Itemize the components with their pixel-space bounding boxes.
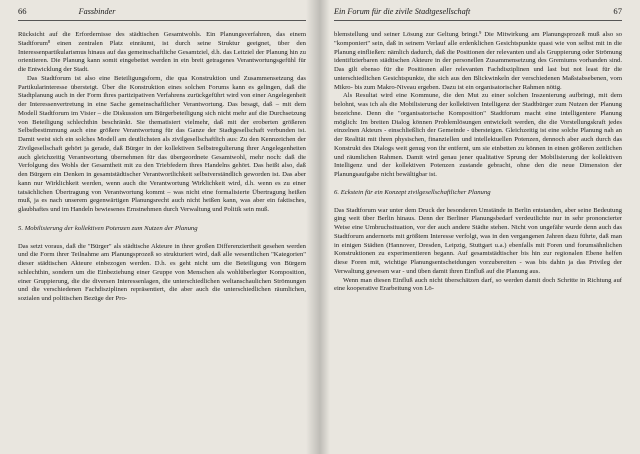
paragraph: blemstellung und seiner Lösung zur Geltung bringt.⁹ Die Mitwirkung am Planungsprozeß muß also so "komponiert" sein, daß in seinem Verlauf alle erdenklichen Gesichtspunkte quasi wie von selbst mit in die Planung einfließen: nämlich dadurch, daß die Positionen der relevanten und als Gruppierung oder Strömung identifizierbaren städtischen Akteure in der personellen Zusammensetzung des Gremiums vorhanden sind. Das gilt ebenso für die Positionen aller relevanten Fachdisziplinen und last but not least für die unterschiedlichen Gesichtspunkte, die sich aus den Blickwinkeln der verschiedenen Maßstabsebenen, vom Mikro- bis zum Makro-Niveau ergeben. Dazu ist ein organisatorischer Rahmen nötig. — [334, 31, 622, 91]
right-page — [320, 0, 640, 454]
left-page-header — [18, 6, 306, 21]
paragraph: Als Resultat wird eine Kommune, die den Mut zu einer solchen Inszenierung aufbringt, mit dem belohnt, was ich als die Mobilisierung der kollektiven Intelligenz der Stadtbürger zum Nutzen der Planung bezeichne. Denn die "organisatorische Komposition" Stadtforum macht eine intelligentere Planung möglich: Im breiten Dialog können Problemlösungen entwickelt werden, die die Vorstellungskraft jedes einzelnen Akteurs - einschließlich der Gemeinde - übersteigen. Gleichzeitig ist eine solche Planung nah an der Realität mit ihren physischen, finanziellen und intellektuellen Potenzen, dennoch aber auch durch das Konstrukt des Dialogs weit genug von ihr entfernt, um sie einbetten zu können in einen größeren zeitlichen und räumlichen Rahmen. Damit wird genau jener qualitative Sprung der Mobilisierung der kollektiven Intelligenz und der kollektiven Potenzen zustande gebracht, ohne den die neue Dimension der Planungsaufgabe nicht bewältigbar ist. — [334, 92, 622, 178]
gutter-shadow — [320, 0, 330, 454]
paragraph: Rücksicht auf die Erfordernisse des städtischen Gesamtwohls. Ein Planungsverfahren, das einem Stadtforum⁸ einen zentralen Platz einräumt, ist durch seine Struktur geeignet, über den Interessenpartikularismus hinaus auf das gemeinschaftliche Gesamtziel, d.h. das Leitziel der Planung hin zu orientieren. Die Planung kann somit eingebettet werden in ein breit getragenes Verantwortungsgefühl für die Entwicklung der Stadt. — [18, 31, 306, 73]
paragraph: Das Stadtforum war unter dem Druck der besonderen Umstände in Berlin entstanden, aber seine Bedeutung ging weit über Berlin hinaus. Denn der Berliner Planungsbedarf verdeutlichte nur in sehr prononcierter Weise eine Umbruchsituation, vor der auch andere Städte stehen. Nicht von ungefähr wurde denn auch das Stadtforum andernorts mit größtem Interesse verfolgt, was in den vergangenen Jahren dazu führte, daß man in einigen Städten (Hannover, Dresden, Leipzig, Stuttgart u.a.) ebenfalls mit Foren und forumsähnlichen Konstruktionen zu experimentieren begann. Auf gesamtstädtischer bis hin zur regionalen Ebene helfen diese Foren mit, wichtige Planungsentscheidungen vorzubereiten - was bis dahin ja das Privileg der Verwaltung gewesen war - und üben damit ihren Einfluß auf die Planung aus. — [334, 206, 622, 275]
paragraph: Das setzt voraus, daß die "Bürger" als städtische Akteure in ihrer großen Differenziertheit gesehen werden und die Form ihrer Teilnahme am Planungsprozeß so strukturiert wird, daß alle wesentlichen "Kategorien" dieser städtischen Akteure einbezogen werden. D.h. es geht nicht um die Beteiligung von Bürgern schlechthin, sondern um die Einbeziehung einer Gruppe von Menschen als wohlüberlegter Komposition, einer Gruppierung, die die diversen Interessenlagen, die unterschiedlichen weltanschaulichen Strömungen und die verschiedenen Fachdisziplinen repräsentiert, die aber auch die unterschiedlichen räumlichen, sozialen und politischen Bezüge der Pro- — [18, 242, 306, 302]
page-number: 67 — [613, 6, 622, 16]
section-heading: 5. Mobilisierung der kollektiven Potenzen zum Nutzen der Planung — [18, 224, 198, 232]
section-heading: 6. Eckstein für ein Konzept zivilgesellschaftlicher Planung — [334, 188, 491, 196]
gutter-shadow — [306, 0, 320, 454]
paragraph: Das Stadtforum ist also eine Beteiligungsform, die qua Konstruktion und Zusammensetzung das Partikularinteresse übersteigt. Über die Konstruktion eines solchen Forums kann es gelingen, daß die Stadtplanung auch in der Form ihres partizipativen Verfahrens zurückgeführt wird von einer Angelegenheit der Interessenvertretung in eine Sache gemeinschaftlicher Verantwortung. Das besagt, daß – mit dem Modell Stadtforum im Visier – die Diskussion um Bürgerbeteiligung sich nicht mehr auf die Durchsetzung von Beteiligung schlechthin beschränkt. Sie thematisiert vielmehr, daß mit der eroberten größeren Selbstbestimmung auch eine größere Verantwortung für das Ganze der Stadtgesellschaft verbunden ist. Damit weist sich ein solches Modell am deutlichsten als zivilgesellschaftlich aus: Zu den Kennzeichen der Zivilgesellschaft gehört ja gerade, daß Bürger in der kollektiven Selbstregulierung ihrer Angelegenheiten auch gleichzeitig Verantwortung übernehmen für das übergeordnete Gesamtwohl, mehr noch: daß die Verfolgung des Wohls der Gesamtheit mit zu den Triebfedern ihres Handelns gehört. Das heißt also, daß den Bürgern ein Denken in gesamtstädtischer Verantwortlichkeit selbstverständlich geworden ist. Das aber kann nur Wirklichkeit werden, wenn auch die Verantwortung Wirklichkeit wird, d.h. wenn es zu einer tatsächlichen Übertragung von Verantwortung kommt – was nicht eine formalisierte Übertragung heißen muß, ja es nach unserem gegenwärtigen Planungsrecht auch nicht heißen kann, was aber ein faktisches, glaubhaftes und im Handeln bewiesenes Ernstnehmen durch Verwaltung und Politik sein muß. — [18, 74, 306, 213]
page-number: 66 — [18, 6, 27, 16]
paragraph: Wenn man diesen Einfluß auch nicht überschätzen darf, so werden damit doch Schritte in Richtung auf eine kooperative Erarbeitung von Lö- — [334, 276, 622, 293]
right-page-header — [334, 6, 622, 21]
running-head: Ein Forum für die zivile Stadtgesellschaft — [334, 7, 471, 16]
running-head: Fassbinder — [78, 7, 116, 16]
